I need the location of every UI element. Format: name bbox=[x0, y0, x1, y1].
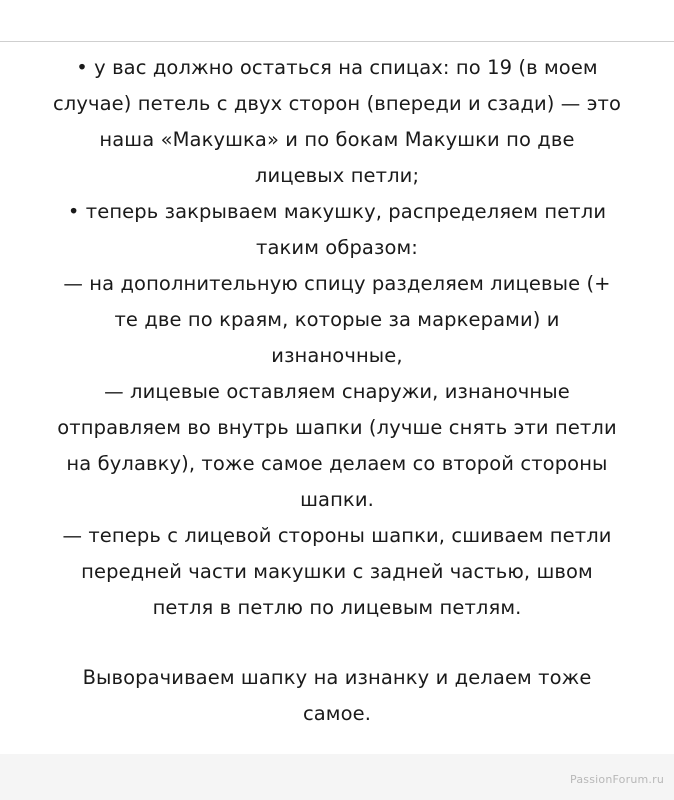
article-text bbox=[28, 50, 646, 800]
text-line: • у вас должно остаться на спицах: по 19 (в моем bbox=[76, 56, 598, 79]
text-line: на булавку), тоже самое делаем со второй стороны bbox=[66, 452, 608, 475]
text-line: — на дополнительную спицу разделяем лицевые (+ bbox=[63, 272, 611, 295]
text-line: случае) петель с двух сторон (впереди и сзади) — это bbox=[52, 92, 622, 115]
text-line: шапки. bbox=[300, 488, 374, 511]
text-line: Выворачиваем шапку на изнанку и делаем тоже bbox=[82, 666, 592, 689]
watermark: PassionForum.ru bbox=[570, 773, 664, 786]
top-divider bbox=[0, 41, 674, 42]
text-line: петля в петлю по лицевым петлям. bbox=[152, 596, 522, 619]
text-line: те две по краям, которые за маркерами) и bbox=[114, 308, 560, 331]
text-line: — теперь с лицевой стороны шапки, сшиваем петли bbox=[62, 524, 612, 547]
text-line: изнаночные, bbox=[271, 344, 403, 367]
text-line: лицевых петли; bbox=[254, 164, 420, 187]
paragraph-gap bbox=[28, 626, 646, 660]
text-line: — лицевые оставляем снаружи, изнаночные bbox=[104, 380, 570, 403]
text-line: самое. bbox=[302, 702, 372, 725]
text-line: • теперь закрываем макушку, распределяем петли bbox=[67, 200, 607, 223]
text-line: передней части макушки с задней частью, швом bbox=[81, 560, 593, 583]
text-line: наша «Макушка» и по бокам Макушки по две bbox=[99, 128, 575, 151]
text-line: таким образом: bbox=[256, 236, 418, 259]
text-line: отправляем во внутрь шапки (лучше снять эти петли bbox=[57, 416, 617, 439]
